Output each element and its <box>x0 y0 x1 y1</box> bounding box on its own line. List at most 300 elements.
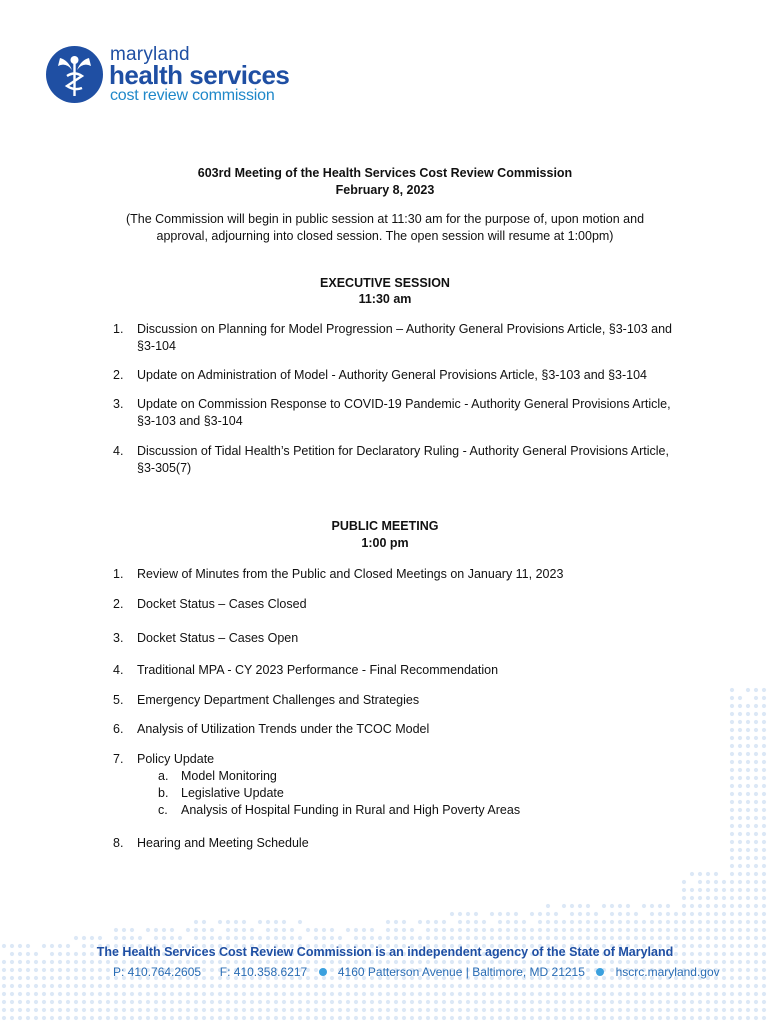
decorative-dot <box>674 984 678 988</box>
decorative-dot <box>514 928 518 932</box>
decorative-dot <box>722 1016 726 1020</box>
decorative-dot <box>698 896 702 900</box>
decorative-dot <box>58 968 62 972</box>
decorative-dot <box>122 992 126 996</box>
decorative-dot <box>762 792 766 796</box>
item-text: Emergency Department Challenges and Strategies <box>137 693 420 707</box>
decorative-dot <box>754 784 758 788</box>
decorative-dot <box>74 984 78 988</box>
decorative-dot <box>746 776 750 780</box>
decorative-dot <box>730 896 734 900</box>
decorative-dot <box>458 928 462 932</box>
decorative-dot <box>34 992 38 996</box>
item-text-line2: §3-104 <box>137 339 176 353</box>
decorative-dot <box>754 872 758 876</box>
decorative-dot <box>458 920 462 924</box>
decorative-dot <box>194 992 198 996</box>
executive-session-heading: EXECUTIVE SESSION <box>320 276 450 290</box>
item-text: Hearing and Meeting Schedule <box>137 836 309 850</box>
decorative-dot <box>746 968 750 972</box>
decorative-dot <box>330 936 334 940</box>
footer-website[interactable]: hscrc.maryland.gov <box>615 964 720 979</box>
public-meeting-time: 1:00 pm <box>361 536 409 550</box>
decorative-dot <box>74 976 78 980</box>
decorative-dot <box>18 968 22 972</box>
decorative-dot <box>690 992 694 996</box>
item-number: 6. <box>113 722 124 736</box>
decorative-dot <box>322 992 326 996</box>
decorative-dot <box>34 984 38 988</box>
decorative-dot <box>82 1000 86 1004</box>
decorative-dot <box>754 808 758 812</box>
decorative-dot <box>514 992 518 996</box>
decorative-dot <box>706 928 710 932</box>
decorative-dot <box>746 768 750 772</box>
decorative-dot <box>594 936 598 940</box>
item-number: 3. <box>113 397 124 411</box>
decorative-dot <box>114 1000 118 1004</box>
decorative-dot <box>762 984 766 988</box>
decorative-dot <box>666 1016 670 1020</box>
decorative-dot <box>50 1016 54 1020</box>
decorative-dot <box>410 1016 414 1020</box>
item-text-line2: §3-103 and §3-104 <box>137 414 243 428</box>
footer-contact <box>113 964 720 979</box>
decorative-dot <box>50 992 54 996</box>
decorative-dot <box>226 1008 230 1012</box>
decorative-dot <box>698 936 702 940</box>
decorative-dot <box>658 920 662 924</box>
decorative-dot <box>34 968 38 972</box>
decorative-dot <box>594 912 598 916</box>
decorative-dot <box>626 1008 630 1012</box>
decorative-dot <box>706 984 710 988</box>
decorative-dot <box>754 736 758 740</box>
decorative-dot <box>554 1000 558 1004</box>
decorative-dot <box>114 936 118 940</box>
decorative-dot <box>210 1000 214 1004</box>
decorative-dot <box>10 960 14 964</box>
decorative-dot <box>738 928 742 932</box>
decorative-dot <box>746 1016 750 1020</box>
decorative-dot <box>730 928 734 932</box>
decorative-dot <box>66 960 70 964</box>
decorative-dot <box>306 992 310 996</box>
decorative-dot <box>522 928 526 932</box>
decorative-dot <box>18 976 22 980</box>
decorative-dot <box>754 744 758 748</box>
decorative-dot <box>762 736 766 740</box>
decorative-dot <box>746 912 750 916</box>
decorative-dot <box>290 936 294 940</box>
decorative-dot <box>514 936 518 940</box>
decorative-dot <box>634 1016 638 1020</box>
decorative-dot <box>730 960 734 964</box>
decorative-dot <box>210 992 214 996</box>
decorative-dot <box>482 920 486 924</box>
decorative-dot <box>474 1000 478 1004</box>
decorative-dot <box>642 1000 646 1004</box>
decorative-dot <box>226 928 230 932</box>
decorative-dot <box>186 1016 190 1020</box>
decorative-dot <box>746 808 750 812</box>
decorative-dot <box>250 984 254 988</box>
decorative-dot <box>490 928 494 932</box>
decorative-dot <box>746 848 750 852</box>
decorative-dot <box>690 920 694 924</box>
decorative-dot <box>202 928 206 932</box>
decorative-dot <box>578 912 582 916</box>
decorative-dot <box>730 728 734 732</box>
decorative-dot <box>690 928 694 932</box>
decorative-dot <box>762 968 766 972</box>
decorative-dot <box>354 936 358 940</box>
decorative-dot <box>682 984 686 988</box>
decorative-dot <box>690 888 694 892</box>
decorative-dot <box>130 936 134 940</box>
decorative-dot <box>394 928 398 932</box>
decorative-dot <box>66 976 70 980</box>
decorative-dot <box>114 1016 118 1020</box>
decorative-dot <box>514 920 518 924</box>
decorative-dot <box>250 1008 254 1012</box>
decorative-dot <box>666 912 670 916</box>
decorative-dot <box>354 984 358 988</box>
decorative-dot <box>714 1000 718 1004</box>
decorative-dot <box>594 1008 598 1012</box>
decorative-dot <box>362 984 366 988</box>
public-meeting-heading: PUBLIC MEETING <box>331 519 439 533</box>
decorative-dot <box>402 984 406 988</box>
decorative-dot <box>266 936 270 940</box>
decorative-dot <box>250 1016 254 1020</box>
decorative-dot <box>522 1000 526 1004</box>
decorative-dot <box>106 1000 110 1004</box>
decorative-dot <box>58 984 62 988</box>
decorative-dot <box>698 920 702 924</box>
decorative-dot <box>162 1016 166 1020</box>
subitem-text: Legislative Update <box>181 786 284 800</box>
decorative-dot <box>698 1016 702 1020</box>
decorative-dot <box>746 976 750 980</box>
decorative-dot <box>746 1008 750 1012</box>
decorative-dot <box>722 880 726 884</box>
decorative-dot <box>746 872 750 876</box>
decorative-dot <box>290 992 294 996</box>
decorative-dot <box>506 1000 510 1004</box>
decorative-dot <box>738 752 742 756</box>
decorative-dot <box>338 936 342 940</box>
decorative-dot <box>738 768 742 772</box>
decorative-dot <box>578 920 582 924</box>
decorative-dot <box>426 1008 430 1012</box>
decorative-dot <box>650 1008 654 1012</box>
decorative-dot <box>146 984 150 988</box>
decorative-dot <box>674 912 678 916</box>
decorative-dot <box>602 920 606 924</box>
decorative-dot <box>266 1008 270 1012</box>
decorative-dot <box>194 920 198 924</box>
decorative-dot <box>682 992 686 996</box>
decorative-dot <box>546 992 550 996</box>
decorative-dot <box>194 1016 198 1020</box>
decorative-dot <box>162 992 166 996</box>
decorative-dot <box>490 1016 494 1020</box>
decorative-dot <box>754 712 758 716</box>
decorative-dot <box>634 928 638 932</box>
decorative-dot <box>330 992 334 996</box>
subitem-text: Model Monitoring <box>181 769 277 783</box>
decorative-dot <box>754 704 758 708</box>
decorative-dot <box>610 912 614 916</box>
decorative-dot <box>34 1000 38 1004</box>
decorative-dot <box>570 1000 574 1004</box>
decorative-dot <box>42 1000 46 1004</box>
decorative-dot <box>194 928 198 932</box>
decorative-dot <box>42 984 46 988</box>
footer-tagline: The Health Services Cost Review Commission is an independent agency of the State of Maryland <box>96 945 674 959</box>
decorative-dot <box>330 1008 334 1012</box>
decorative-dot <box>98 984 102 988</box>
decorative-dot <box>730 784 734 788</box>
decorative-dot <box>570 1008 574 1012</box>
decorative-dot <box>290 1008 294 1012</box>
decorative-dot <box>274 1000 278 1004</box>
decorative-dot <box>210 984 214 988</box>
decorative-dot <box>178 1008 182 1012</box>
decorative-dot <box>330 1016 334 1020</box>
decorative-dot <box>362 928 366 932</box>
decorative-dot <box>570 912 574 916</box>
decorative-dot <box>466 936 470 940</box>
decorative-dot <box>18 1000 22 1004</box>
decorative-dot <box>610 936 614 940</box>
decorative-dot <box>250 928 254 932</box>
decorative-dot <box>682 920 686 924</box>
item-number: 1. <box>113 322 124 336</box>
decorative-dot <box>754 936 758 940</box>
decorative-dot <box>218 984 222 988</box>
decorative-dot <box>282 984 286 988</box>
decorative-dot <box>658 928 662 932</box>
decorative-dot <box>706 912 710 916</box>
decorative-dot <box>506 920 510 924</box>
decorative-dot <box>146 1000 150 1004</box>
decorative-dot <box>730 712 734 716</box>
decorative-dot <box>754 688 758 692</box>
decorative-dot <box>258 1000 262 1004</box>
decorative-dot <box>354 1000 358 1004</box>
decorative-dot <box>250 936 254 940</box>
decorative-dot <box>162 1008 166 1012</box>
decorative-dot <box>498 1016 502 1020</box>
decorative-dot <box>754 792 758 796</box>
decorative-dot <box>434 1000 438 1004</box>
decorative-dot <box>666 992 670 996</box>
decorative-dot <box>346 1016 350 1020</box>
decorative-dot <box>466 992 470 996</box>
decorative-dot <box>666 920 670 924</box>
decorative-dot <box>370 936 374 940</box>
decorative-dot <box>754 912 758 916</box>
decorative-dot <box>554 992 558 996</box>
decorative-dot <box>738 704 742 708</box>
decorative-dot <box>474 912 478 916</box>
decorative-dot <box>698 992 702 996</box>
decorative-dot <box>10 976 14 980</box>
decorative-dot <box>762 1000 766 1004</box>
decorative-dot <box>74 968 78 972</box>
decorative-dot <box>210 936 214 940</box>
decorative-dot <box>154 928 158 932</box>
footer-fax: F: 410.358.6217 <box>219 964 308 979</box>
decorative-dot <box>546 984 550 988</box>
decorative-dot <box>746 744 750 748</box>
decorative-dot <box>634 912 638 916</box>
decorative-dot <box>122 1000 126 1004</box>
decorative-dot <box>146 1016 150 1020</box>
decorative-dot <box>578 904 582 908</box>
decorative-dot <box>506 912 510 916</box>
decorative-dot <box>746 928 750 932</box>
decorative-dot <box>274 920 278 924</box>
session-note-line2: approval, adjourning into closed session. The open session will resume at 1:00pm) <box>156 229 614 243</box>
footer-phone: P: 410.764.2605 <box>113 964 202 979</box>
decorative-dot <box>90 1008 94 1012</box>
decorative-dot <box>322 1000 326 1004</box>
decorative-dot <box>706 936 710 940</box>
decorative-dot <box>514 984 518 988</box>
decorative-dot <box>514 1008 518 1012</box>
decorative-dot <box>402 928 406 932</box>
decorative-dot <box>2 968 6 972</box>
item-text: Review of Minutes from the Public and Closed Meetings on January 11, 2023 <box>137 567 564 581</box>
decorative-dot <box>258 1016 262 1020</box>
decorative-dot <box>82 1016 86 1020</box>
item-number: 3. <box>113 631 124 645</box>
decorative-dot <box>746 800 750 804</box>
decorative-dot <box>554 984 558 988</box>
decorative-dot <box>130 928 134 932</box>
decorative-dot <box>106 992 110 996</box>
decorative-dot <box>218 1016 222 1020</box>
decorative-dot <box>170 1000 174 1004</box>
decorative-dot <box>154 1016 158 1020</box>
decorative-dot <box>2 992 6 996</box>
decorative-dot <box>554 1016 558 1020</box>
decorative-dot <box>266 984 270 988</box>
decorative-dot <box>394 920 398 924</box>
decorative-dot <box>706 896 710 900</box>
decorative-dot <box>738 712 742 716</box>
decorative-dot <box>98 1008 102 1012</box>
decorative-dot <box>258 984 262 988</box>
decorative-dot <box>562 1000 566 1004</box>
decorative-dot <box>226 984 230 988</box>
decorative-dot <box>698 1008 702 1012</box>
decorative-dot <box>202 1016 206 1020</box>
decorative-dot <box>626 1016 630 1020</box>
decorative-dot <box>50 984 54 988</box>
decorative-dot <box>738 720 742 724</box>
decorative-dot <box>682 1008 686 1012</box>
decorative-dot <box>546 920 550 924</box>
item-text: Traditional MPA - CY 2023 Performance - Final Recommendation <box>137 663 499 677</box>
decorative-dot <box>426 984 430 988</box>
decorative-dot <box>506 928 510 932</box>
decorative-dot <box>554 936 558 940</box>
decorative-dot <box>738 912 742 916</box>
decorative-dot <box>762 848 766 852</box>
decorative-dot <box>530 992 534 996</box>
decorative-dot <box>738 936 742 940</box>
decorative-dot <box>594 984 598 988</box>
decorative-dot <box>746 832 750 836</box>
decorative-dot <box>714 984 718 988</box>
decorative-dot <box>626 904 630 908</box>
decorative-dot <box>586 920 590 924</box>
decorative-dot <box>722 968 726 972</box>
decorative-dot <box>226 920 230 924</box>
decorative-dot <box>538 984 542 988</box>
decorative-dot <box>402 1000 406 1004</box>
decorative-dot <box>650 928 654 932</box>
decorative-dot <box>442 1016 446 1020</box>
decorative-dot <box>506 936 510 940</box>
decorative-dot <box>714 912 718 916</box>
decorative-dot <box>674 936 678 940</box>
decorative-dot <box>490 1000 494 1004</box>
decorative-dot <box>722 1000 726 1004</box>
decorative-dot <box>666 904 670 908</box>
decorative-dot <box>746 984 750 988</box>
decorative-dot <box>202 920 206 924</box>
decorative-dot <box>610 1008 614 1012</box>
decorative-dot <box>106 1008 110 1012</box>
decorative-dot <box>418 936 422 940</box>
decorative-dot <box>58 1016 62 1020</box>
decorative-dot <box>178 936 182 940</box>
decorative-dot <box>762 856 766 860</box>
decorative-dot <box>594 1000 598 1004</box>
decorative-dot <box>618 912 622 916</box>
decorative-dot <box>362 992 366 996</box>
decorative-dot <box>378 1000 382 1004</box>
decorative-dot <box>738 816 742 820</box>
decorative-dot <box>74 960 78 964</box>
decorative-dot <box>98 1000 102 1004</box>
decorative-dot <box>450 992 454 996</box>
decorative-dot <box>354 1008 358 1012</box>
decorative-dot <box>90 976 94 980</box>
decorative-dot <box>730 752 734 756</box>
decorative-dot <box>506 1008 510 1012</box>
item-number: 4. <box>113 444 124 458</box>
decorative-dot <box>722 912 726 916</box>
decorative-dot <box>618 984 622 988</box>
decorative-dot <box>482 928 486 932</box>
decorative-dot <box>762 992 766 996</box>
decorative-dot <box>82 984 86 988</box>
decorative-dot <box>634 984 638 988</box>
decorative-dot <box>746 936 750 940</box>
decorative-dot <box>682 912 686 916</box>
decorative-dot <box>682 896 686 900</box>
subitem-letter: b. <box>158 786 169 800</box>
decorative-dot <box>442 920 446 924</box>
decorative-dot <box>746 816 750 820</box>
decorative-dot <box>234 928 238 932</box>
